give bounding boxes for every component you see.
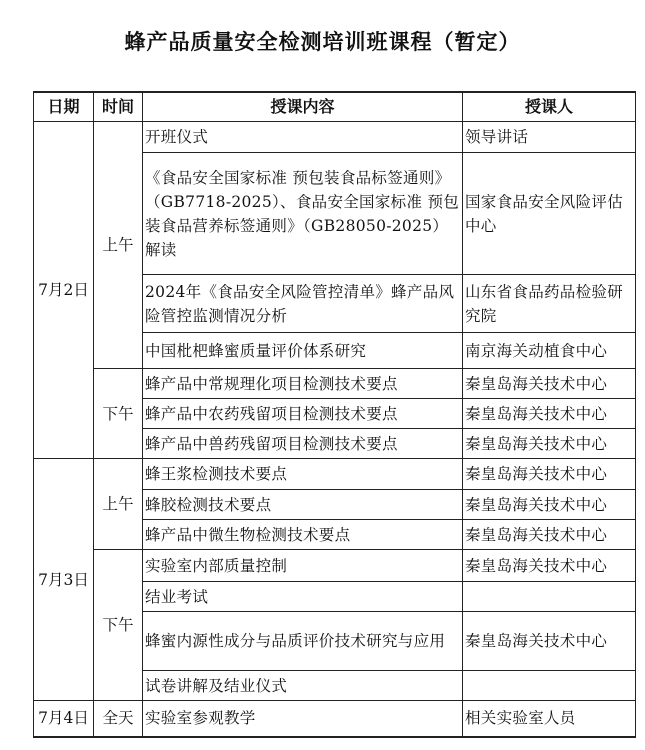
date-cell: 7月3日 [34, 459, 94, 701]
speaker-cell: 相关实验室人员 [463, 701, 636, 737]
table-row [34, 701, 636, 737]
speaker-cell: 秦皇岛海关技术中心 [463, 520, 636, 550]
speaker-cell: 秦皇岛海关技术中心 [463, 490, 636, 520]
date-cell: 7月2日 [34, 122, 94, 459]
speaker-cell: 国家食品安全风险评估中心 [463, 153, 636, 275]
time-cell: 上午 [94, 122, 143, 369]
speaker-cell: 秦皇岛海关技术中心 [463, 550, 636, 582]
content-cell: 中国枇杷蜂蜜质量评价体系研究 [143, 333, 463, 369]
speaker-cell: 秦皇岛海关技术中心 [463, 369, 636, 399]
speaker-cell: 山东省食品药品检验研究院 [463, 275, 636, 333]
table-row [34, 459, 636, 490]
content-cell: 《食品安全国家标准 预包装食品标签通则》（GB7718-2025）、食品安全国家标准 预包装食品营养标签通则》（GB28050-2025）解读 [143, 153, 463, 275]
content-cell: 蜂产品中常规理化项目检测技术要点 [143, 369, 463, 399]
header-content: 授课内容 [143, 92, 463, 122]
time-cell: 下午 [94, 550, 143, 701]
content-cell: 实验室参观教学 [143, 701, 463, 737]
content-cell: 蜂产品中农药残留项目检测技术要点 [143, 399, 463, 429]
time-cell: 下午 [94, 369, 143, 459]
speaker-cell: 秦皇岛海关技术中心 [463, 612, 636, 671]
header-speaker: 授课人 [463, 92, 636, 122]
header-row [34, 92, 636, 122]
content-cell: 蜂王浆检测技术要点 [143, 459, 463, 490]
content-cell: 蜂产品中微生物检测技术要点 [143, 520, 463, 550]
speaker-cell: 秦皇岛海关技术中心 [463, 459, 636, 490]
header-date: 日期 [34, 92, 94, 122]
speaker-cell: 秦皇岛海关技术中心 [463, 429, 636, 459]
date-cell: 7月4日 [34, 701, 94, 737]
speaker-cell [463, 671, 636, 701]
content-cell: 蜂胶检测技术要点 [143, 490, 463, 520]
content-cell: 开班仪式 [143, 122, 463, 153]
schedule-table [33, 91, 636, 738]
content-cell: 试卷讲解及结业仪式 [143, 671, 463, 701]
content-cell: 蜂蜜内源性成分与品质评价技术研究与应用 [143, 612, 463, 671]
time-cell: 全天 [94, 701, 143, 737]
speaker-cell [463, 582, 636, 612]
content-cell: 结业考试 [143, 582, 463, 612]
table-row [34, 369, 636, 399]
table-row [34, 122, 636, 153]
content-cell: 2024年《食品安全风险管控清单》蜂产品风险管控监测情况分析 [143, 275, 463, 333]
content-cell: 实验室内部质量控制 [143, 550, 463, 582]
content-cell: 蜂产品中兽药残留项目检测技术要点 [143, 429, 463, 459]
header-time: 时间 [94, 92, 143, 122]
speaker-cell: 秦皇岛海关技术中心 [463, 399, 636, 429]
table-row [34, 550, 636, 582]
time-cell: 上午 [94, 459, 143, 550]
speaker-cell: 领导讲话 [463, 122, 636, 153]
speaker-cell: 南京海关动植食中心 [463, 333, 636, 369]
document-title: 蜂产品质量安全检测培训班课程（暂定） [124, 30, 521, 54]
